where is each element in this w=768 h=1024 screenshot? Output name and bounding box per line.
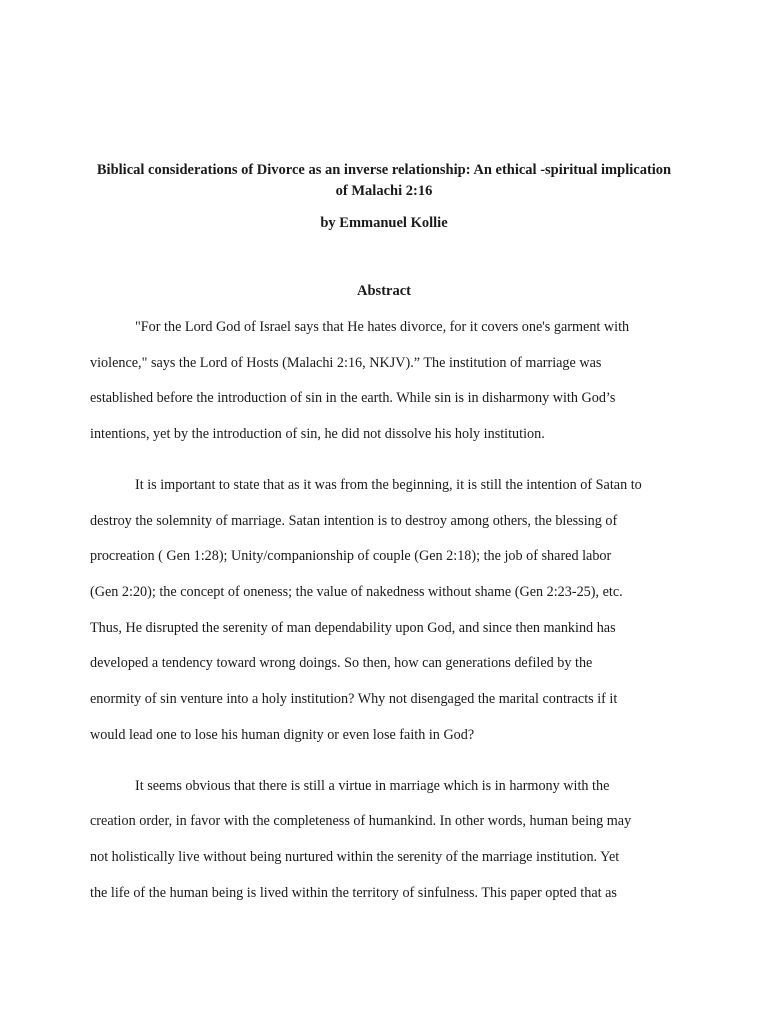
body-line: not holistically live without being nurtured within the serenity of the marriage institution. Yet xyxy=(90,849,620,865)
body-line: developed a tendency toward wrong doings. So then, how can generations defiled by the xyxy=(90,655,593,671)
body-line: Thus, He disrupted the serenity of man dependability upon God, and since then mankind has xyxy=(90,620,616,636)
abstract-heading: Abstract xyxy=(357,283,411,299)
body-line: the life of the human being is lived within the territory of sinfulness. This paper opted that as xyxy=(90,885,617,901)
body-line: (Gen 2:20); the concept of oneness; the value of nakedness without shame (Gen 2:23-25), etc. xyxy=(90,584,623,600)
body-line: would lead one to lose his human dignity or even lose faith in God? xyxy=(90,727,475,743)
document-title: Biblical considerations of Divorce as an inverse relationship: An ethical -spiritual implication of Malachi 2:16 xyxy=(96,162,672,199)
body-line: established before the introduction of sin in the earth. While sin is in disharmony with God’s xyxy=(90,390,616,406)
body-line: "For the Lord God of Israel says that He hates divorce, for it covers one's garment with xyxy=(135,319,630,335)
body-line: intentions, yet by the introduction of sin, he did not dissolve his holy institution. xyxy=(90,426,545,442)
body-line: enormity of sin venture into a holy institution? Why not disengaged the marital contracts if it xyxy=(90,691,618,707)
author-line: by Emmanuel Kollie xyxy=(320,215,448,231)
body-line: creation order, in favor with the completeness of humankind. In other words, human being may xyxy=(90,813,632,829)
body-line: destroy the solemnity of marriage. Satan intention is to destroy among others, the blessing of xyxy=(90,513,618,529)
body-line: It is important to state that as it was from the beginning, it is still the intention of Satan to xyxy=(135,477,642,493)
body-line: procreation ( Gen 1:28); Unity/companionship of couple (Gen 2:18); the job of shared labor xyxy=(90,548,612,564)
body-line: It seems obvious that there is still a virtue in marriage which is in harmony with the xyxy=(135,778,610,794)
body-line: violence," says the Lord of Hosts (Malachi 2:16, NKJV).” The institution of marriage was xyxy=(90,355,602,371)
